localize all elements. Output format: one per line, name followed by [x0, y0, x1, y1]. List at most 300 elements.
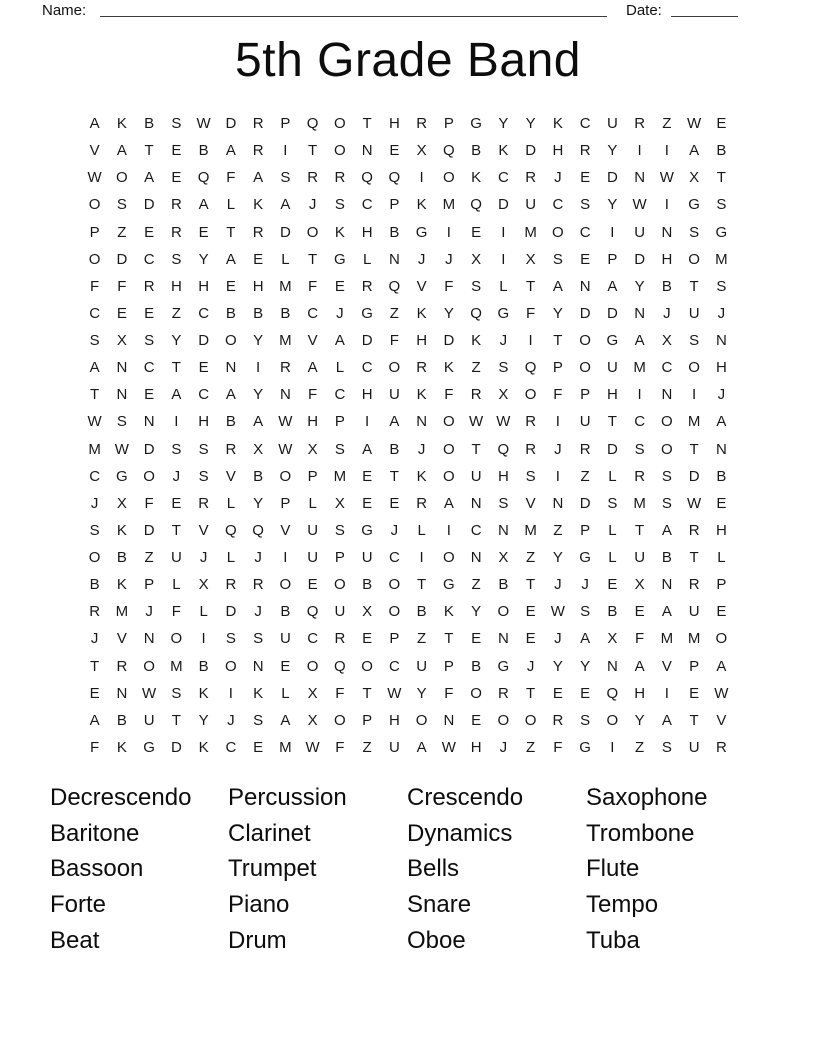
grid-cell-r24c4: D — [170, 738, 182, 756]
grid-cell-r15c5: R — [198, 494, 210, 512]
grid-cell-r17c21: U — [634, 549, 646, 567]
grid-cell-r22c1: E — [89, 684, 100, 702]
grid-cell-r7c16: L — [499, 277, 508, 295]
grid-cell-r16c2: K — [116, 521, 127, 539]
grid-cell-r21c21: A — [634, 657, 645, 675]
word-bank-column-3 — [407, 780, 523, 959]
grid-cell-r13c4: S — [171, 440, 182, 458]
grid-cell-r16c18: Z — [553, 521, 563, 539]
grid-cell-r1c20: U — [606, 115, 618, 133]
grid-cell-r13c2: W — [114, 440, 129, 458]
grid-cell-r19c2: M — [115, 603, 129, 621]
grid-cell-r1c2: K — [116, 115, 127, 133]
grid-cell-r20c8: U — [279, 630, 291, 648]
grid-cell-r17c10: P — [334, 549, 345, 567]
grid-cell-r2c13: X — [416, 142, 427, 160]
grid-cell-r11c22: N — [661, 386, 673, 404]
grid-cell-r8c13: K — [416, 304, 427, 322]
grid-cell-r14c6: V — [225, 467, 236, 485]
grid-cell-r13c23: T — [689, 440, 699, 458]
grid-cell-r1c23: W — [687, 115, 702, 133]
grid-cell-r19c10: U — [334, 603, 346, 621]
grid-cell-r24c20: I — [610, 738, 615, 756]
grid-cell-r9c11: D — [361, 332, 373, 350]
wordsearch-grid — [81, 110, 735, 761]
grid-cell-r3c19: E — [580, 169, 591, 187]
grid-cell-r23c17: O — [524, 711, 537, 729]
grid-cell-r7c2: F — [117, 277, 127, 295]
grid-cell-r16c21: T — [635, 521, 645, 539]
grid-cell-r18c18: J — [554, 576, 562, 594]
grid-cell-r24c2: K — [116, 738, 127, 756]
grid-cell-r15c21: M — [633, 494, 646, 512]
grid-cell-r21c11: O — [361, 657, 373, 675]
grid-cell-r22c3: W — [142, 684, 157, 702]
grid-cell-r9c17: I — [528, 332, 533, 350]
grid-cell-r24c5: K — [198, 738, 209, 756]
grid-cell-r2c6: A — [225, 142, 236, 160]
grid-cell-r11c16: X — [498, 386, 509, 404]
grid-cell-r1c5: W — [196, 115, 211, 133]
grid-cell-r16c11: G — [361, 521, 373, 539]
grid-cell-r21c24: A — [716, 657, 727, 675]
grid-cell-r11c4: A — [171, 386, 182, 404]
grid-cell-r9c6: O — [225, 332, 237, 350]
grid-cell-r5c16: I — [501, 223, 506, 241]
grid-cell-r1c10: O — [334, 115, 346, 133]
grid-cell-r7c14: F — [444, 277, 454, 295]
grid-cell-r12c15: W — [469, 413, 484, 431]
grid-cell-r8c1: C — [89, 304, 101, 322]
grid-cell-r7c4: H — [170, 277, 182, 295]
word-bank-item: Tempo — [586, 891, 659, 919]
grid-cell-r23c7: S — [253, 711, 264, 729]
grid-cell-r4c1: O — [88, 196, 101, 214]
grid-cell-r22c21: H — [634, 684, 646, 702]
grid-cell-r21c17: J — [526, 657, 535, 675]
grid-cell-r23c21: Y — [634, 711, 645, 729]
grid-cell-r1c16: Y — [498, 115, 509, 133]
grid-cell-r10c10: L — [335, 359, 345, 377]
grid-cell-r19c18: W — [550, 603, 565, 621]
grid-cell-r1c8: P — [280, 115, 291, 133]
grid-cell-r6c11: L — [362, 250, 372, 268]
grid-cell-r19c12: O — [388, 603, 401, 621]
grid-cell-r6c23: O — [688, 250, 700, 268]
grid-cell-r11c12: U — [388, 386, 400, 404]
grid-cell-r16c14: I — [446, 521, 451, 539]
grid-cell-r10c22: C — [661, 359, 673, 377]
grid-cell-r19c1: R — [89, 603, 101, 621]
grid-cell-r17c14: O — [443, 549, 455, 567]
grid-cell-r6c5: Y — [198, 250, 209, 268]
grid-cell-r21c5: B — [198, 657, 209, 675]
grid-cell-r4c3: D — [143, 196, 155, 214]
grid-cell-r2c7: R — [252, 142, 264, 160]
grid-cell-r8c6: B — [225, 304, 236, 322]
grid-cell-r3c6: F — [226, 169, 236, 187]
grid-cell-r10c2: N — [116, 359, 128, 377]
grid-cell-r1c21: R — [634, 115, 646, 133]
grid-cell-r24c16: J — [499, 738, 508, 756]
word-bank-item: Trombone — [586, 819, 695, 847]
grid-cell-r17c15: N — [470, 549, 482, 567]
grid-cell-r8c23: U — [688, 304, 700, 322]
grid-cell-r19c5: L — [199, 603, 208, 621]
grid-cell-r11c18: F — [553, 386, 563, 404]
grid-cell-r22c16: R — [497, 684, 509, 702]
grid-cell-r24c15: H — [470, 738, 482, 756]
grid-cell-r20c2: V — [116, 630, 127, 648]
grid-cell-r8c4: Z — [171, 304, 181, 322]
grid-cell-r10c3: C — [143, 359, 155, 377]
grid-cell-r23c22: A — [661, 711, 672, 729]
grid-cell-r11c2: N — [116, 386, 128, 404]
word-bank-item: Percussion — [228, 784, 347, 811]
grid-cell-r14c19: Z — [580, 467, 590, 485]
grid-cell-r11c7: Y — [253, 386, 264, 404]
grid-cell-r3c8: S — [280, 169, 291, 187]
word-bank-item: Piano — [228, 891, 290, 919]
grid-cell-r13c1: M — [88, 440, 101, 458]
grid-cell-r17c3: Z — [144, 549, 154, 567]
grid-cell-r16c5: V — [198, 521, 209, 539]
grid-cell-r9c7: Y — [253, 332, 264, 350]
grid-cell-r9c8: M — [279, 332, 292, 350]
grid-cell-r11c17: O — [524, 386, 537, 404]
grid-cell-r3c22: W — [659, 169, 674, 187]
grid-cell-r8c3: E — [144, 304, 155, 322]
grid-cell-r12c22: O — [661, 413, 673, 431]
grid-cell-r21c14: P — [443, 657, 454, 675]
grid-cell-r15c4: E — [171, 494, 182, 512]
grid-cell-r20c1: J — [90, 630, 99, 648]
grid-cell-r12c20: T — [607, 413, 617, 431]
grid-cell-r2c9: T — [308, 142, 318, 160]
grid-cell-r23c4: T — [171, 711, 181, 729]
grid-cell-r2c24: B — [716, 142, 727, 160]
grid-cell-r5c13: G — [415, 223, 428, 241]
grid-cell-r21c2: R — [116, 657, 128, 675]
grid-cell-r14c24: B — [716, 467, 727, 485]
name-blank-line — [100, 0, 607, 17]
word-bank-item: Flute — [586, 855, 640, 883]
grid-cell-r17c4: U — [170, 549, 182, 567]
grid-cell-r14c4: J — [172, 467, 181, 485]
grid-cell-r20c21: F — [635, 630, 645, 648]
grid-cell-r14c1: C — [89, 467, 101, 485]
grid-cell-r2c21: I — [637, 142, 642, 160]
grid-cell-r22c22: I — [664, 684, 669, 702]
grid-cell-r22c6: I — [228, 684, 233, 702]
grid-cell-r10c18: P — [552, 359, 563, 377]
grid-cell-r13c12: B — [389, 440, 400, 458]
grid-cell-r1c13: R — [416, 115, 428, 133]
grid-cell-r2c17: D — [525, 142, 537, 160]
grid-cell-r3c1: W — [87, 169, 102, 187]
grid-cell-r9c19: O — [579, 332, 591, 350]
grid-cell-r21c4: M — [170, 657, 183, 675]
grid-cell-r18c17: T — [526, 576, 536, 594]
grid-cell-r8c15: Q — [470, 304, 482, 322]
grid-cell-r10c7: I — [256, 359, 261, 377]
grid-cell-r17c1: O — [88, 549, 101, 567]
grid-cell-r9c18: T — [553, 332, 563, 350]
grid-cell-r19c19: S — [580, 603, 591, 621]
grid-cell-r20c6: S — [225, 630, 236, 648]
grid-cell-r9c1: S — [89, 332, 100, 350]
grid-cell-r1c22: Z — [662, 115, 672, 133]
grid-cell-r12c5: H — [198, 413, 210, 431]
grid-cell-r24c11: Z — [362, 738, 372, 756]
grid-cell-r19c4: F — [171, 603, 181, 621]
grid-cell-r19c24: E — [716, 603, 727, 621]
grid-cell-r5c3: E — [144, 223, 155, 241]
grid-cell-r12c13: N — [416, 413, 428, 431]
grid-cell-r7c3: R — [143, 277, 155, 295]
grid-cell-r19c8: B — [280, 603, 291, 621]
grid-cell-r18c7: R — [252, 576, 264, 594]
grid-cell-r21c1: T — [90, 657, 100, 675]
grid-cell-r6c21: D — [634, 250, 646, 268]
grid-cell-r17c8: I — [283, 549, 288, 567]
grid-cell-r3c24: T — [716, 169, 726, 187]
grid-cell-r4c18: C — [552, 196, 564, 214]
grid-cell-r10c12: O — [388, 359, 401, 377]
grid-cell-r19c15: Y — [471, 603, 482, 621]
grid-cell-r13c21: S — [634, 440, 645, 458]
grid-cell-r2c22: I — [664, 142, 669, 160]
grid-cell-r12c17: R — [525, 413, 537, 431]
grid-cell-r23c6: J — [227, 711, 235, 729]
grid-cell-r23c19: S — [580, 711, 591, 729]
grid-cell-r10c21: M — [633, 359, 646, 377]
grid-cell-r23c20: O — [606, 711, 619, 729]
grid-cell-r18c16: B — [498, 576, 509, 594]
grid-cell-r24c6: C — [225, 738, 237, 756]
grid-cell-r2c12: E — [389, 142, 400, 160]
grid-cell-r2c16: K — [498, 142, 509, 160]
grid-cell-r20c18: J — [554, 630, 562, 648]
grid-cell-r17c6: L — [226, 549, 236, 567]
grid-cell-r18c13: T — [417, 576, 427, 594]
grid-cell-r5c17: M — [524, 223, 537, 241]
word-bank-column-2 — [228, 780, 347, 959]
grid-cell-r24c23: U — [688, 738, 700, 756]
grid-cell-r4c14: M — [442, 196, 456, 214]
grid-cell-r7c11: R — [361, 277, 373, 295]
grid-cell-r22c24: W — [714, 684, 729, 702]
word-bank-item: Decrescendo — [50, 784, 192, 811]
grid-cell-r23c23: T — [689, 711, 699, 729]
grid-cell-r5c2: Z — [117, 223, 127, 241]
grid-cell-r15c17: V — [525, 494, 536, 512]
grid-cell-r13c20: D — [606, 440, 618, 458]
grid-cell-r5c6: T — [226, 223, 236, 241]
grid-cell-r5c11: H — [361, 223, 373, 241]
grid-cell-r16c9: U — [307, 521, 319, 539]
grid-cell-r23c8: A — [280, 711, 291, 729]
grid-cell-r8c22: J — [663, 304, 671, 322]
grid-cell-r14c5: S — [198, 467, 209, 485]
grid-cell-r2c8: I — [283, 142, 288, 160]
grid-cell-r4c15: Q — [470, 196, 482, 214]
grid-cell-r13c15: T — [471, 440, 481, 458]
grid-cell-r18c3: P — [144, 576, 155, 594]
grid-cell-r11c6: A — [225, 386, 236, 404]
grid-cell-r11c1: T — [90, 386, 100, 404]
grid-cell-r5c15: E — [471, 223, 482, 241]
grid-cell-r11c9: F — [308, 386, 318, 404]
grid-cell-r17c2: B — [116, 549, 127, 567]
grid-cell-r12c12: A — [389, 413, 400, 431]
grid-cell-r7c12: Q — [388, 277, 401, 295]
grid-cell-r22c17: T — [526, 684, 536, 702]
grid-cell-r21c10: Q — [334, 657, 346, 675]
grid-cell-r21c13: U — [416, 657, 428, 675]
grid-cell-r16c13: L — [417, 521, 426, 539]
grid-cell-r23c16: O — [497, 711, 510, 729]
grid-cell-r20c7: S — [253, 630, 264, 648]
grid-cell-r9c12: F — [389, 332, 399, 350]
grid-cell-r6c13: J — [417, 250, 426, 268]
grid-cell-r23c18: R — [552, 711, 564, 729]
grid-cell-r23c10: O — [334, 711, 346, 729]
grid-cell-r6c3: C — [143, 250, 155, 268]
grid-cell-r14c18: I — [555, 467, 560, 485]
grid-cell-r20c23: M — [687, 630, 701, 648]
grid-cell-r8c18: Y — [552, 304, 563, 322]
grid-cell-r20c17: E — [525, 630, 536, 648]
grid-cell-r12c8: W — [278, 413, 293, 431]
grid-cell-r15c23: W — [687, 494, 702, 512]
grid-cell-r6c22: H — [661, 250, 673, 268]
grid-cell-r22c7: K — [253, 684, 264, 702]
grid-cell-r17c20: L — [608, 549, 617, 567]
grid-cell-r23c15: E — [471, 711, 482, 729]
grid-cell-r2c1: V — [89, 142, 100, 160]
grid-cell-r18c1: B — [89, 576, 100, 594]
grid-cell-r24c13: A — [416, 738, 427, 756]
grid-cell-r10c24: H — [715, 359, 727, 377]
grid-cell-r12c1: W — [87, 413, 102, 431]
grid-cell-r18c2: K — [116, 576, 127, 594]
grid-cell-r7c9: F — [308, 277, 318, 295]
grid-cell-r6c16: I — [501, 250, 506, 268]
grid-cell-r24c17: Z — [526, 738, 536, 756]
grid-cell-r1c11: T — [362, 115, 372, 133]
grid-cell-r3c18: J — [554, 169, 562, 187]
grid-cell-r21c15: B — [471, 657, 482, 675]
grid-cell-r16c12: J — [390, 521, 399, 539]
grid-cell-r14c12: T — [389, 467, 399, 485]
grid-cell-r6c6: A — [225, 250, 236, 268]
grid-cell-r3c10: R — [334, 169, 346, 187]
grid-cell-r19c3: J — [145, 603, 153, 621]
grid-cell-r7c15: S — [471, 277, 482, 295]
grid-cell-r7c22: B — [661, 277, 672, 295]
grid-cell-r16c19: P — [580, 521, 591, 539]
word-bank-item: Drum — [228, 926, 287, 954]
grid-cell-r19c11: X — [362, 603, 373, 621]
grid-cell-r24c3: G — [143, 738, 155, 756]
grid-cell-r10c4: T — [171, 359, 181, 377]
grid-cell-r21c16: G — [497, 657, 510, 675]
grid-cell-r24c14: W — [441, 738, 456, 756]
grid-cell-r10c19: O — [579, 359, 591, 377]
grid-cell-r9c5: D — [198, 332, 210, 350]
grid-cell-r22c10: F — [335, 684, 345, 702]
grid-cell-r14c10: M — [333, 467, 347, 485]
grid-cell-r3c17: R — [525, 169, 537, 187]
grid-cell-r6c1: O — [88, 250, 101, 268]
grid-cell-r17c7: J — [254, 549, 262, 567]
grid-cell-r19c22: A — [661, 603, 672, 621]
grid-cell-r6c15: X — [471, 250, 482, 268]
grid-cell-r5c20: I — [610, 223, 615, 241]
grid-cell-r10c11: C — [361, 359, 373, 377]
grid-cell-r14c2: G — [116, 467, 128, 485]
word-bank-item: Forte — [50, 891, 107, 919]
grid-cell-r15c3: F — [144, 494, 154, 512]
grid-cell-r15c18: N — [552, 494, 564, 512]
grid-cell-r12c6: B — [225, 413, 236, 431]
grid-cell-r7c21: Y — [634, 277, 645, 295]
grid-cell-r8c11: G — [361, 304, 373, 322]
grid-cell-r12c3: N — [143, 413, 155, 431]
grid-cell-r18c20: E — [607, 576, 618, 594]
grid-cell-r23c5: Y — [198, 711, 209, 729]
grid-cell-r5c21: U — [634, 223, 646, 241]
grid-cell-r3c2: O — [116, 169, 128, 187]
grid-cell-r2c20: Y — [607, 142, 618, 160]
grid-cell-r6c20: P — [607, 250, 618, 268]
grid-cell-r6c24: M — [715, 250, 728, 268]
grid-cell-r15c13: R — [416, 494, 428, 512]
grid-cell-r4c7: K — [253, 196, 264, 214]
grid-cell-r22c20: Q — [606, 684, 619, 702]
grid-cell-r18c8: O — [279, 576, 292, 594]
grid-cell-r14c7: B — [253, 467, 264, 485]
grid-cell-r16c3: D — [143, 521, 155, 539]
grid-cell-r14c8: O — [279, 467, 292, 485]
grid-cell-r10c20: U — [606, 359, 618, 377]
grid-cell-r13c17: R — [525, 440, 537, 458]
grid-cell-r5c12: B — [389, 223, 400, 241]
grid-cell-r5c9: O — [306, 223, 319, 241]
grid-cell-r1c14: P — [443, 115, 454, 133]
grid-cell-r17c24: L — [717, 549, 726, 567]
grid-cell-r15c14: A — [443, 494, 454, 512]
word-bank — [0, 780, 816, 960]
grid-cell-r5c24: G — [715, 223, 728, 241]
grid-cell-r12c21: C — [634, 413, 646, 431]
grid-cell-r14c17: S — [525, 467, 536, 485]
grid-cell-r10c15: Z — [471, 359, 481, 377]
grid-cell-r11c11: H — [361, 386, 373, 404]
grid-cell-r8c17: F — [526, 304, 536, 322]
grid-cell-r4c8: A — [280, 196, 291, 214]
grid-cell-r21c22: V — [661, 657, 672, 675]
grid-cell-r10c6: N — [225, 359, 237, 377]
grid-cell-r6c19: E — [580, 250, 591, 268]
grid-cell-r17c23: T — [689, 549, 699, 567]
grid-cell-r14c20: L — [608, 467, 617, 485]
grid-cell-r15c7: Y — [253, 494, 264, 512]
grid-cell-r13c3: D — [143, 440, 155, 458]
grid-cell-r19c21: E — [634, 603, 645, 621]
grid-cell-r1c3: B — [144, 115, 155, 133]
